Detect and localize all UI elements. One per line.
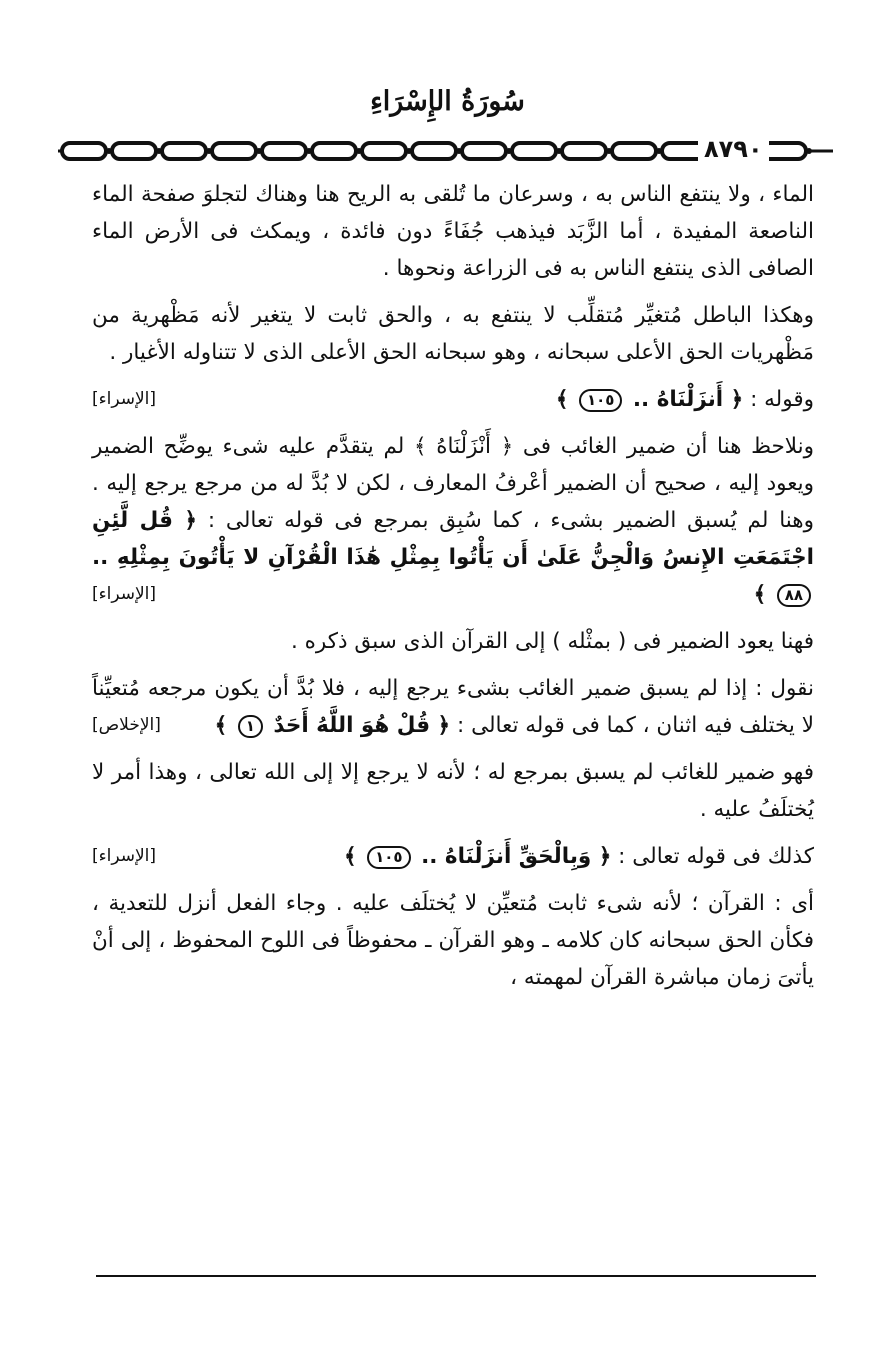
surah-reference: [الإخلاص] <box>92 715 161 735</box>
paragraph-4 <box>92 428 814 613</box>
paragraph-2: وهكذا الباطل مُتغيِّر مُتقلِّب لا ينتفع به ، والحق ثابت لا يتغير لأنه مَظْهرية من مَظْهريات الحق الأعلى سبحانه ، وهو سبحانه الحق الأعلى الذى لا تتناوله الأغيار . <box>92 303 814 365</box>
ornament-link <box>262 143 306 159</box>
surah-reference: [الإسراء] <box>92 846 157 866</box>
ornament-link <box>112 143 156 159</box>
page-number: ٨٧٩٠ <box>698 132 769 166</box>
paragraph-8 <box>92 838 814 875</box>
ornament-link <box>562 143 606 159</box>
ornament-link <box>162 143 206 159</box>
ayah-number-badge: ٨٨ <box>777 584 811 607</box>
surah-reference: [الإسراء] <box>92 584 157 604</box>
ornament-link <box>412 143 456 159</box>
quran-quote: ﴿ قُل لَّئِنِ اجْتَمَعَتِ الإِنسُ وَالْجِنُّ عَلَىٰ أَن يَأْتُوا بِمِثْلِ هَٰذَا الْقُرْآنِ لا يَأْتُونَ بِمِثْلِهِ .. <box>92 508 814 570</box>
surah-title: سُورَةُ الإِسْرَاءِ <box>370 86 525 117</box>
ornament-link <box>362 143 406 159</box>
quran-quote-close: ﴾ <box>555 387 576 412</box>
ornament-link <box>462 143 506 159</box>
ornament-link <box>62 143 106 159</box>
quran-quote: ﴿ وَبِالْحَقِّ أَنزَلْنَاهُ .. <box>413 844 612 869</box>
verse-citation-1 <box>556 381 814 418</box>
paragraph-1: الماء ، ولا ينتفع الناس به ، وسرعان ما تُلقى به الريح هنا وهناك لتجلوَ صفحة الماء الناصعة المفيدة ، أما الزَّبَد فيذهب جُفَاءً دون فائدة ، ويمكث فى الأرض الماء الصافى الذى ينتفع الناس به فى الزراعة ونحوها . <box>92 182 814 281</box>
paragraph-6 <box>92 670 814 744</box>
paragraph-text: نقول : إذا لم يسبق ضمير الغائب بشىء يرجع إليه ، فلا بُدَّ أن يكون مرجعه مُتعيِّناً لا يختلف فيه اثنان ، كما فى قوله تعالى : <box>92 676 814 738</box>
quran-quote: ﴿ قُلْ هُوَ اللَّهُ أَحَدٌ <box>265 713 451 738</box>
paragraph-text: ونلاحظ هنا أن ضمير الغائب فى ﴿ أَنْزَلْنَاهُ ﴾ لم يتقدَّم عليه شىء يوضِّح الضمير ويعود إليه ، صحيح أن الضمير أعْرفُ المعارف ، لكن لا بُدَّ له من مرجع يرجع إليه . وهنا لم يُسبق الضمير بشىء ، كما سُبِق بمرجع فى قوله تعالى : <box>92 434 814 533</box>
ayah-number-badge: ١٠٥ <box>579 389 622 412</box>
citation-lead: وقوله : <box>743 387 814 412</box>
quran-quote-close: ﴾ <box>344 844 365 869</box>
paragraph-7: فهو ضمير للغائب لم يسبق بمرجع له ؛ لأنه لا يرجع إلا إلى الله تعالى ، وهذا أمر لا يُختلَفُ عليه . <box>92 760 814 822</box>
ornament-dot <box>806 148 812 154</box>
verse-citation-2 <box>344 838 814 875</box>
quran-quote-close: ﴾ <box>753 582 774 607</box>
ornament-link <box>512 143 556 159</box>
paragraph-9: أى : القرآن ؛ لأنه شىء ثابت مُتعيِّن لا يُختلَف عليه . وجاء الفعل أنزل للتعدية ، فكأن الحق سبحانه كان كلامه ـ وهو القرآن ـ محفوظاً فى اللوح المحفوظ ، إلى أنْ يأتىَ زمان مباشرة القرآن لمهمته ، <box>92 891 814 990</box>
footer-rule <box>96 1275 816 1277</box>
ornament-link <box>312 143 356 159</box>
paragraph-3 <box>92 381 814 418</box>
ayah-number-badge: ١ <box>238 715 263 738</box>
quran-quote-close: ﴾ <box>214 713 235 738</box>
surah-reference: [الإسراء] <box>92 389 157 409</box>
quran-quote: ﴿ أَنزَلْنَاهُ .. <box>625 387 744 412</box>
citation-lead: كذلك فى قوله تعالى : <box>611 844 814 869</box>
ornament-link <box>212 143 256 159</box>
ornament-link <box>762 143 806 159</box>
ornament-link <box>612 143 656 159</box>
paragraph-5: فهنا يعود الضمير فى ( بمثْله ) إلى القرآن الذى سبق ذكره . <box>290 629 814 654</box>
body-text <box>92 176 814 996</box>
ayah-number-badge: ١٠٥ <box>367 846 410 869</box>
